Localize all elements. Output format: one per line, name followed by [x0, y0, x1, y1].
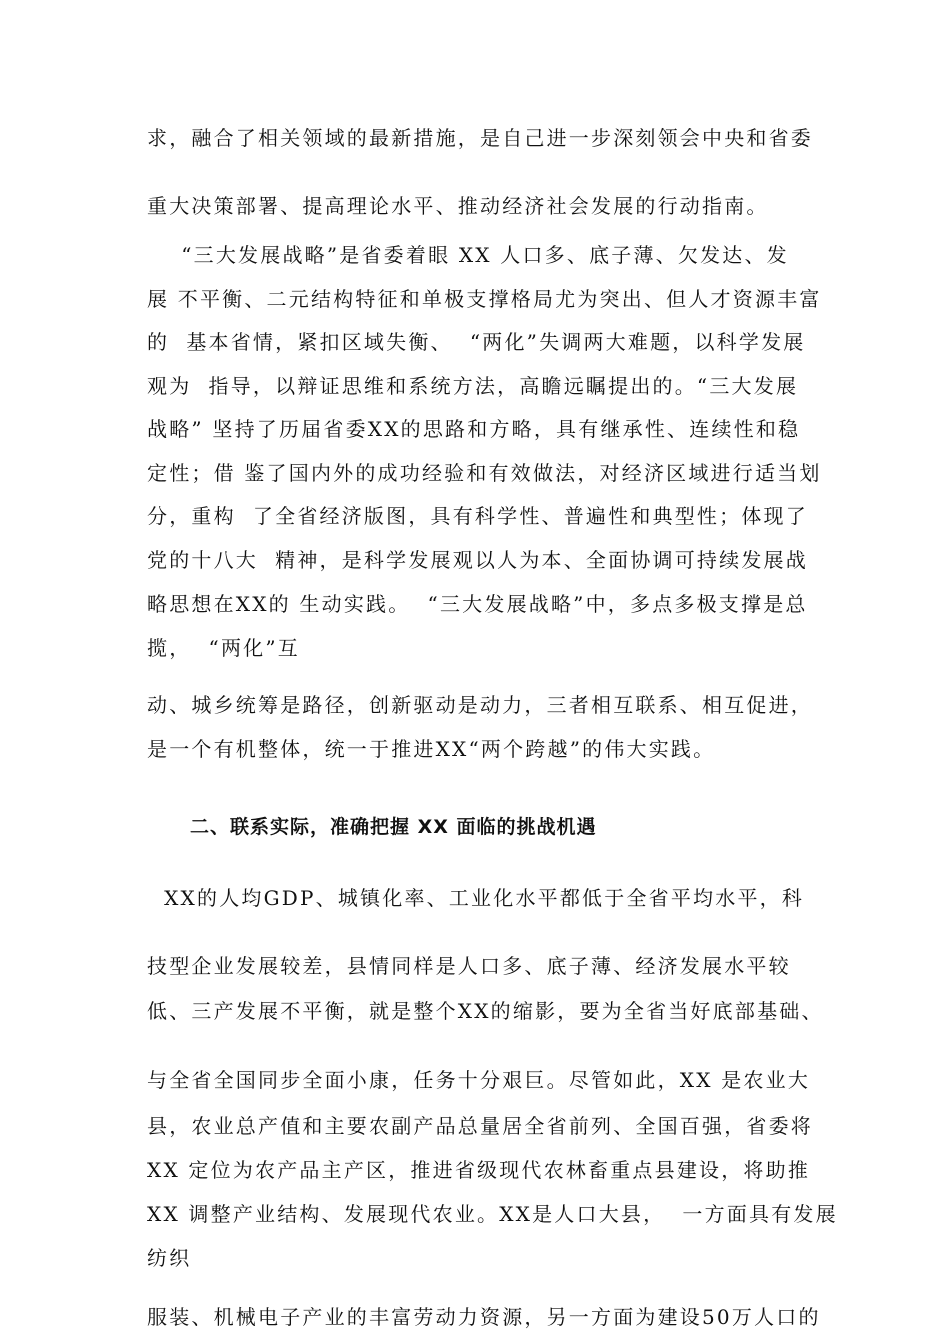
text-line: 略思想在XX的 生动实践。 “三大发展战略”中，多点多极支撑是总: [147, 592, 808, 616]
text-line: 观为 指导，以辩证思维和系统方法，高瞻远瞩提出的。“三大发展: [147, 374, 799, 398]
text-line: 与全省全国同步全面小康，任务十分艰巨。尽管如此，XX 是农业大: [147, 1068, 811, 1092]
text-line: XX 调整产业结构、发展现代农业。XX是人口大县， 一方面具有发展: [147, 1202, 838, 1226]
text-line: 分，重构 了全省经济版图，具有科学性、普遍性和典型性；体现了: [147, 504, 808, 528]
text-line: 定性；借 鉴了国内外的成功经验和有效做法，对经济区域进行适当划: [147, 461, 822, 485]
text-line: 展 不平衡、二元结构特征和单极支撑格局尤为突出、但人才资源丰富: [147, 287, 822, 311]
text-line: 技型企业发展较差，县情同样是人口多、底子薄、经济发展水平较: [147, 954, 791, 978]
text-line: 党的十八大 精神，是科学发展观以人为本、全面协调可持续发展战: [147, 548, 808, 572]
text-line: 重大决策部署、提高理论水平、推动经济社会发展的行动指南。: [147, 194, 769, 218]
text-line: 求，融合了相关领域的最新措施，是自己进一步深刻领会中央和省委: [147, 126, 813, 150]
text-line: 动、城乡统筹是路径，创新驱动是动力，三者相互联系、相互促进，: [147, 693, 813, 717]
text-line: 战略” 坚持了历届省委XX的思路和方略，具有继承性、连续性和稳: [147, 417, 801, 441]
text-line: XX的人均GDP、城镇化率、工业化水平都低于全省平均水平，科: [147, 886, 805, 910]
text-line: 是一个有机整体，统一于推进XX“两个跨越”的伟大实践。: [147, 737, 716, 761]
text-line: “三大发展战略”是省委着眼 XX 人口多、底子薄、欠发达、发: [147, 243, 789, 267]
text-line: 揽， “两化”互: [147, 636, 300, 660]
text-line: 的 基本省情，紧扣区域失衡、 “两化”失调两大难题，以科学发展: [147, 330, 806, 354]
text-line: 纺织: [147, 1246, 192, 1270]
text-line: 服装、机械电子产业的丰富劳动力资源，另一方面为建设50万人口的: [147, 1305, 821, 1329]
text-line: 县，农业总产值和主要农副产品总量居全省前列、全国百强，省委将: [147, 1114, 813, 1138]
text-line: 低、三产发展不平衡，就是整个XX的缩影，要为全省当好底部基础、: [147, 999, 824, 1023]
text-line: XX 定位为农产品主产区，推进省级现代农林畜重点县建设，将助推: [147, 1158, 811, 1182]
section-heading: 二、联系实际，准确把握 XX 面临的挑战机遇: [190, 816, 597, 838]
